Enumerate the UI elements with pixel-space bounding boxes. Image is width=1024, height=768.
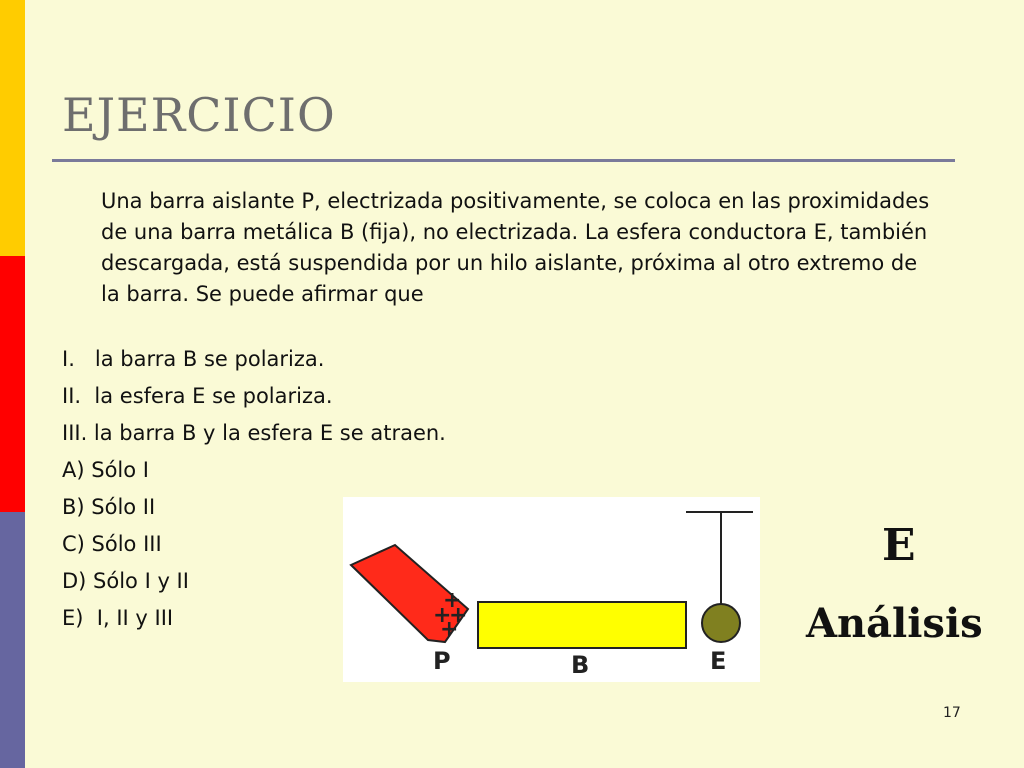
option-e: E) I, II y III: [62, 606, 174, 630]
statement-ii: II. la esfera E se polariza.: [62, 384, 333, 408]
figure-svg: [343, 497, 760, 682]
page-number: 17: [943, 705, 961, 721]
problem-statement: Una barra aislante P, electrizada positivamente, se coloca en las proximidades de una barra metálica B (fija), no electrizada. La esfera conductora E, también descargada, está suspendida por un hilo aislante, próxima al otro extremo de la barra. Se puede afirmar que: [101, 189, 930, 306]
side-strip-blue: [0, 512, 25, 768]
label-e: E: [710, 647, 727, 675]
side-strip-yellow: [0, 0, 25, 256]
answer-letter: E: [882, 520, 916, 571]
option-c: C) Sólo III: [62, 532, 162, 556]
statement-i: I. la barra B se polariza.: [62, 347, 325, 371]
option-a: A) Sólo I: [62, 458, 149, 482]
statement-iii: III. la barra B y la esfera E se atraen.: [62, 421, 446, 445]
metal-bar-b: [478, 602, 686, 648]
analysis-label: Análisis: [806, 600, 983, 647]
side-strip-red: [0, 256, 25, 512]
title-underline: [52, 159, 955, 162]
charge-plus-2: +: [433, 603, 452, 628]
conducting-sphere-e: [702, 604, 740, 642]
option-b: B) Sólo II: [62, 495, 156, 519]
charge-plus-3: +: [449, 603, 468, 628]
option-d: D) Sólo I y II: [62, 569, 189, 593]
label-b: B: [571, 651, 590, 679]
charge-plus-4: +: [440, 617, 459, 642]
slide-title: EJERCICIO: [62, 88, 336, 142]
label-p: P: [433, 647, 451, 675]
charge-plus-1: +: [443, 588, 462, 613]
electrostatics-figure: [343, 497, 760, 682]
